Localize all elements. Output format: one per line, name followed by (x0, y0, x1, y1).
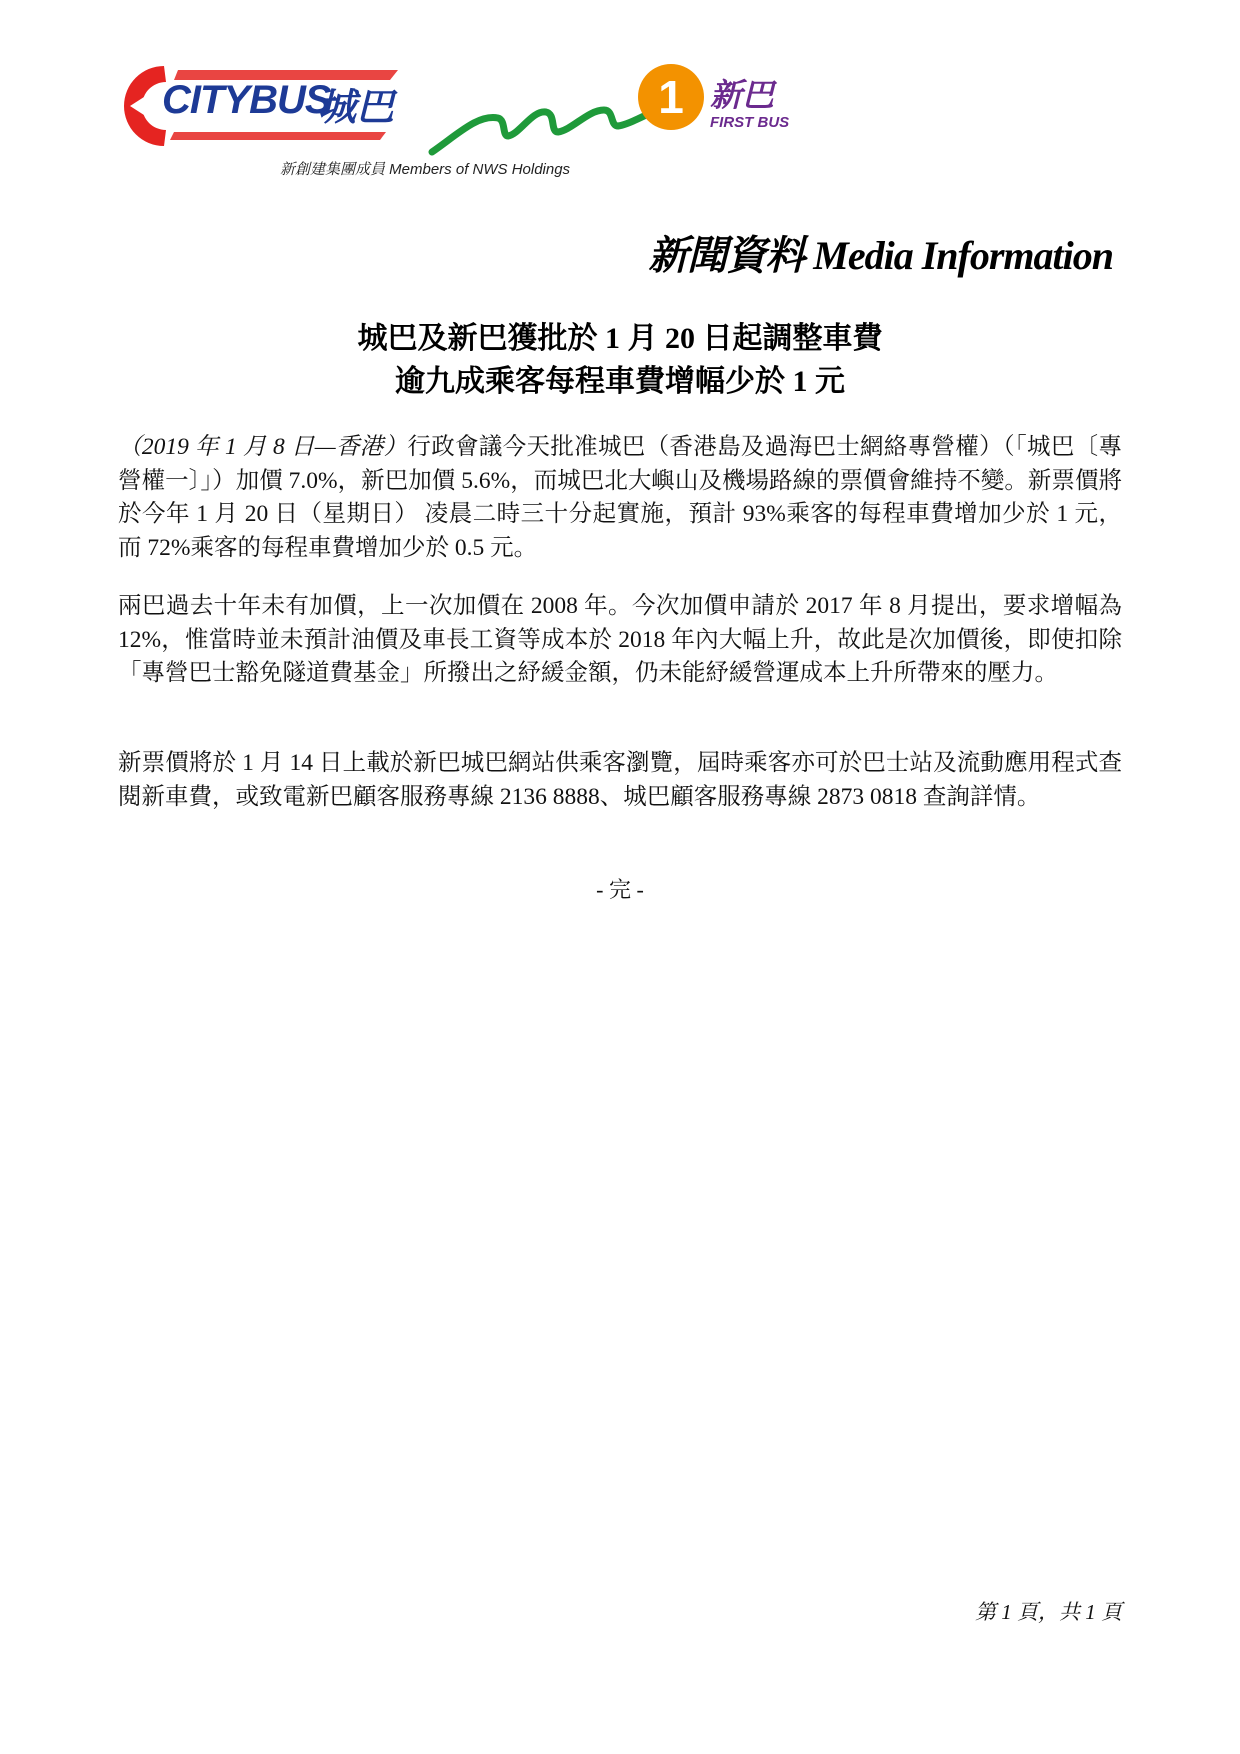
headline-line-1: 城巴及新巴獲批於 1 月 20 日起調整車費 (357, 322, 883, 355)
firstbus-chinese-wordmark: 新巴 (710, 76, 775, 114)
paragraph-2-text: 兩巴過去十年未有加價，上一次加價在 2008 年。今次加價申請於 2017 年 8 月提出，要求增幅為 12%，惟當時並未預計油價及車長工資等成本於 2018 年內大幅上升，故此是次加價後，即使扣除「專營巴士豁免隧道費基金」所撥出之紓緩金額，仍未能紓緩營運成本上升所帶來的壓力。 (118, 593, 1122, 686)
paragraph-3-text: 新票價將於 1 月 14 日上載於新巴城巴網站供乘客瀏覽，屆時乘客亦可於巴士站及流動應用程式查閱新車費，或致電新巴顧客服務專線 2136 8888、城巴顧客服務專線 2873 0818 查詢詳情。 (118, 750, 1122, 810)
end-mark: - 完 - (596, 877, 644, 902)
page-number: 第 1 頁，共 1 頁 (975, 1600, 1122, 1624)
paragraph-1 (118, 431, 1122, 565)
headline-line-2: 逾九成乘客每程車費增幅少於 1 元 (395, 365, 845, 398)
paragraph-2 (118, 590, 1122, 691)
firstbus-badge-icon (636, 62, 706, 132)
citybus-wordmark: CITYBUS (162, 78, 331, 122)
firstbus-badge-numeral: 1 (658, 71, 684, 123)
letterhead (118, 56, 838, 186)
dateline: （2019 年 1 月 8 日—香港） (118, 434, 408, 460)
members-of-nws-holdings: 新創建集團成員 Members of NWS Holdings (280, 161, 571, 178)
citybus-chinese-wordmark: 城巴 (318, 85, 395, 129)
firstbus-wordmark: FIRST BUS (710, 114, 790, 131)
paragraph-1-text: 行政會議今天批准城巴（香港島及過海巴士網絡專營權）（「城巴〔專營權一〕」）加價 7.0%，新巴加價 5.6%，而城巴北大嶼山及機場路線的票價會維持不變。新票價將於今年 1 月 20 日（星期日） 凌晨二時三十分起實施，預計 93%乘客的每程車費增加少於 1 元， 而 72%乘客的每程車費增加少於 0.5 元。 (118, 434, 1122, 561)
paragraph-3 (118, 747, 1122, 814)
section-label: 新聞資料 Media Information (648, 233, 1113, 278)
